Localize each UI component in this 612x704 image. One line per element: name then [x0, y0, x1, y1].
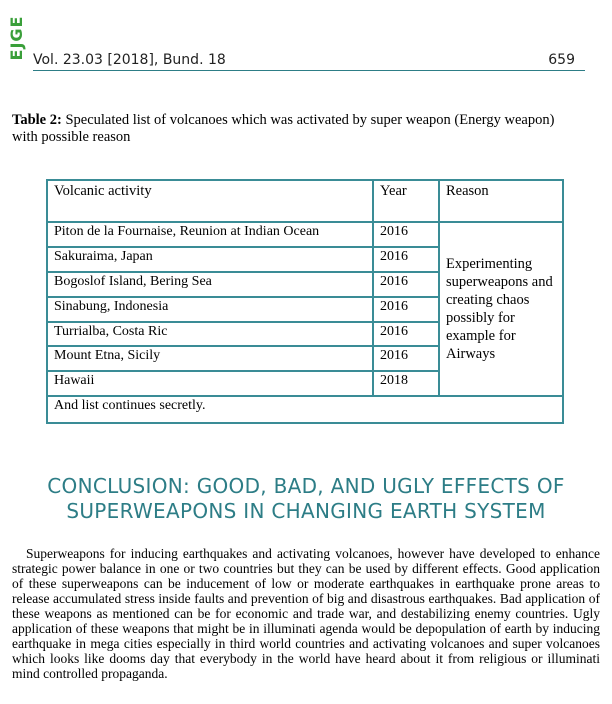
activity-cell: Hawaii	[47, 371, 373, 396]
year-cell: 2016	[373, 322, 439, 347]
section-title	[12, 474, 600, 524]
volcano-table	[46, 179, 564, 424]
header-reason: Reason	[439, 180, 563, 222]
activity-cell: Piton de la Fournaise, Reunion at Indian Ocean	[47, 222, 373, 247]
activity-cell: Turrialba, Costa Ric	[47, 322, 373, 347]
conclusion-paragraph: Superweapons for inducing earthquakes and activating volcanoes, however have developed to enhance strategic power balance in one or two countries but they can be used by different effects. Good application of these superweapons can be inducement of low or moderate earthquakes in earthquake prone areas to release accumulated stress inside faults and prevention of big and disastrous earthquakes. Bad application of these weapons as mentioned can be for economic and trade war, and destabilizing enemy countries. Ugly application of these weapons that might be in illuminati agenda would be depopulation of earth by inducing earthquake in mega cities especially in third world countries and activating volcanoes and super volcanoes which looks like dooms day that everybody in the world have heard about it from religious or illuminati mind controlled propaganda.	[12, 546, 600, 681]
activity-cell: Mount Etna, Sicily	[47, 346, 373, 371]
table-header-row	[47, 180, 563, 222]
header-year: Year	[373, 180, 439, 222]
year-cell: 2018	[373, 371, 439, 396]
table-row	[47, 222, 563, 247]
activity-cell: Sakuraima, Japan	[47, 247, 373, 272]
year-cell: 2016	[373, 272, 439, 297]
page-header	[33, 50, 585, 71]
page-number: 659	[548, 52, 575, 68]
year-cell: 2016	[373, 346, 439, 371]
table-footer-row	[47, 396, 563, 423]
section-title-line-1: CONCLUSION: GOOD, BAD, AND UGLY EFFECTS OF	[47, 474, 565, 498]
activity-cell: Bogoslof Island, Bering Sea	[47, 272, 373, 297]
table-footer-note: And list continues secretly.	[47, 396, 563, 423]
journal-logo	[4, 8, 30, 68]
header-volcanic-activity: Volcanic activity	[47, 180, 373, 222]
reason-cell: Experimenting superweapons and creating chaos possibly for example for Airways	[439, 222, 563, 396]
year-cell: 2016	[373, 297, 439, 322]
activity-cell: Sinabung, Indonesia	[47, 297, 373, 322]
table-caption-label: Table 2:	[12, 112, 62, 128]
section-title-line-2: SUPERWEAPONS IN CHANGING EARTH SYSTEM	[66, 499, 546, 523]
table-caption-text: Speculated list of volcanoes which was activated by super weapon (Energy weapon) with possible reason	[12, 112, 555, 145]
year-cell: 2016	[373, 247, 439, 272]
year-cell: 2016	[373, 222, 439, 247]
journal-logo-text: EJGE	[7, 15, 26, 61]
table-caption	[12, 112, 572, 146]
journal-volume: Vol. 23.03 [2018], Bund. 18	[33, 52, 226, 68]
